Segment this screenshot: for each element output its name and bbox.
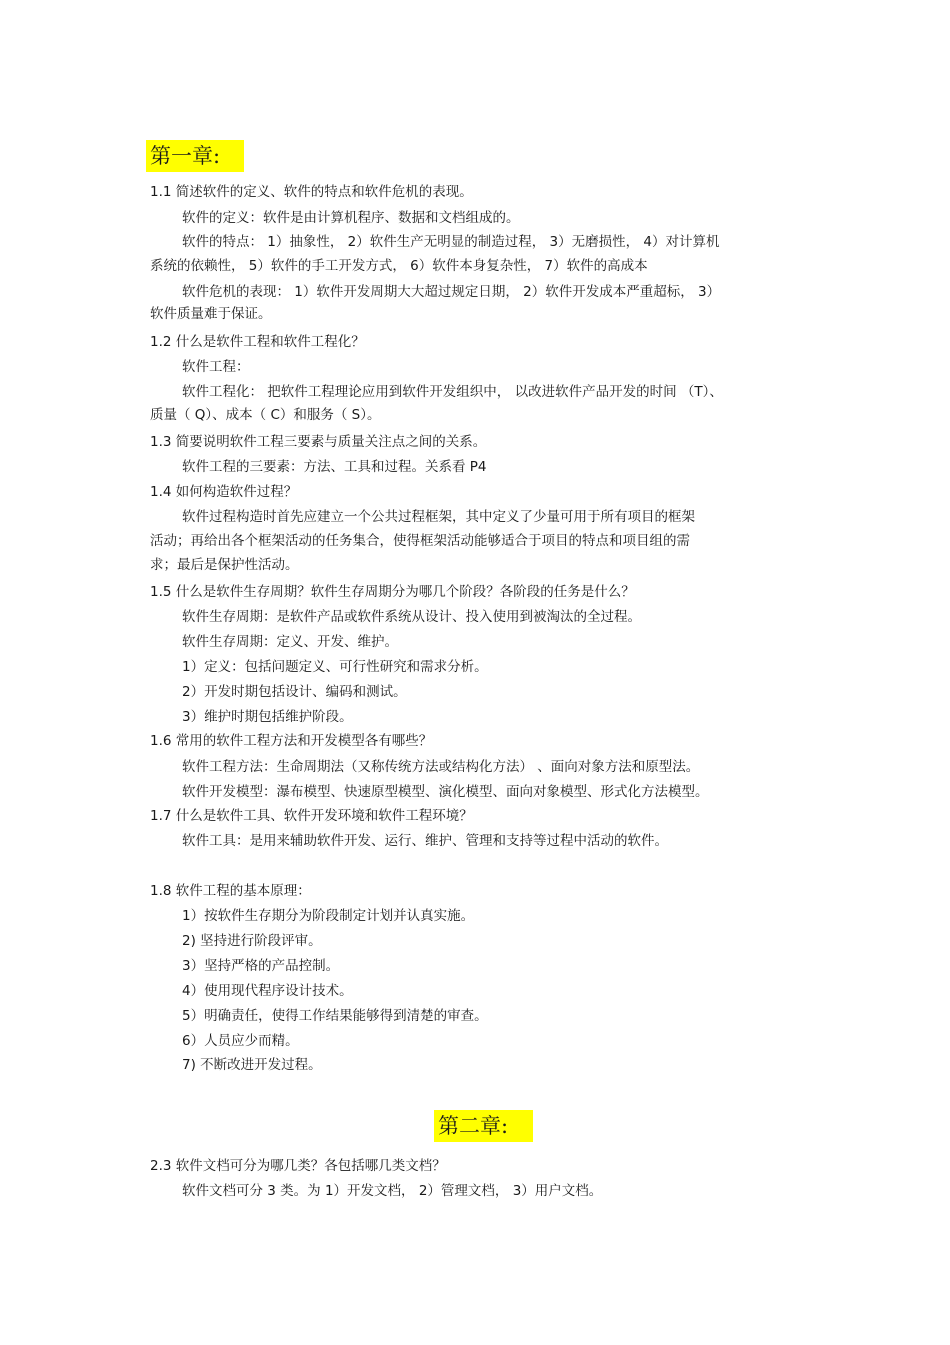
- answer-line: 软件工具：是用来辅助软件开发、运行、维护、管理和支持等过程中活动的软件。: [182, 833, 668, 849]
- answer-line: 软件的定义：软件是由计算机程序、数据和文档组成的。: [182, 210, 520, 226]
- chapter-1-title: 第一章:: [146, 140, 244, 172]
- question-1-6: 1.6 常用的软件工程方法和开发模型各有哪些？: [150, 733, 433, 749]
- answer-line: 软件工程的三要素：方法、工具和过程。关系看 P4: [182, 459, 487, 475]
- answer-line: 软件工程方法：生命周期法（又称传统方法或结构化方法） 、面向对象方法和原型法。: [182, 759, 700, 775]
- answer-line: 2）开发时期包括设计、编码和测试。: [182, 684, 407, 700]
- question-1-2: 1.2 什么是软件工程和软件工程化？: [150, 334, 365, 350]
- question-1-1: 1.1 简述软件的定义、软件的特点和软件危机的表现。: [150, 184, 473, 200]
- answer-line: 软件生存周期：是软件产品或软件系统从设计、投入使用到被淘汰的全过程。: [182, 609, 641, 625]
- question-1-4: 1.4 如何构造软件过程？: [150, 484, 298, 500]
- question-2-3: 2.3 软件文档可分为哪几类？各包括哪几类文档？: [150, 1158, 446, 1174]
- answer-line: 软件生存周期：定义、开发、维护。: [182, 634, 398, 650]
- question-1-8: 1.8 软件工程的基本原理：: [150, 883, 311, 899]
- answer-line: 系统的依赖性， 5）软件的手工开发方式， 6）软件本身复杂性， 7）软件的高成本: [150, 258, 648, 274]
- answer-line: 3）维护时期包括维护阶段。: [182, 709, 353, 725]
- answer-line: 1）定义：包括问题定义、可行性研究和需求分析。: [182, 659, 488, 675]
- question-1-3: 1.3 简要说明软件工程三要素与质量关注点之间的关系。: [150, 434, 487, 450]
- answer-line: 活动；再给出各个框架活动的任务集合，使得框架活动能够适合于项目的特点和项目组的需: [150, 533, 690, 549]
- principle-item: 3）坚持严格的产品控制。: [182, 958, 340, 974]
- principle-item: 1）按软件生存期分为阶段制定计划并认真实施。: [182, 908, 475, 924]
- answer-line: 软件文档可分 3 类。为 1）开发文档， 2）管理文档， 3）用户文档。: [182, 1183, 603, 1199]
- answer-line: 软件危机的表现： 1）软件开发周期大大超过规定日期， 2）软件开发成本严重超标， 3）: [182, 284, 721, 300]
- question-1-5: 1.5 什么是软件生存周期？软件生存周期分为哪几个阶段？各阶段的任务是什么？: [150, 584, 635, 600]
- principle-item: 4）使用现代程序设计技术。: [182, 983, 353, 999]
- answer-line: 软件开发模型：瀑布模型、快速原型模型、演化模型、面向对象模型、形式化方法模型。: [182, 784, 709, 800]
- principle-item: 5）明确责任，使得工作结果能够得到清楚的审查。: [182, 1008, 488, 1024]
- answer-line: 质量（ Q）、成本（ C）和服务（ S）。: [150, 407, 381, 423]
- principle-item: 6）人员应少而精。: [182, 1033, 299, 1049]
- answer-line: 求；最后是保护性活动。: [150, 557, 299, 573]
- principle-item: 7) 不断改进开发过程。: [182, 1057, 322, 1073]
- answer-line: 软件质量难于保证。: [150, 306, 272, 322]
- answer-line: 软件的特点： 1）抽象性， 2）软件生产无明显的制造过程， 3）无磨损性， 4）对计算机: [182, 234, 720, 250]
- answer-line: 软件过程构造时首先应建立一个公共过程框架，其中定义了少量可用于所有项目的框架: [182, 509, 695, 525]
- answer-line: 软件工程：: [182, 359, 250, 375]
- question-1-7: 1.7 什么是软件工具、软件开发环境和软件工程环境？: [150, 808, 473, 824]
- chapter-2-title: 第二章:: [434, 1110, 533, 1142]
- principle-item: 2) 坚持进行阶段评审。: [182, 933, 322, 949]
- answer-line: 软件工程化： 把软件工程理论应用到软件开发组织中， 以改进软件产品开发的时间 （T）、: [182, 384, 723, 400]
